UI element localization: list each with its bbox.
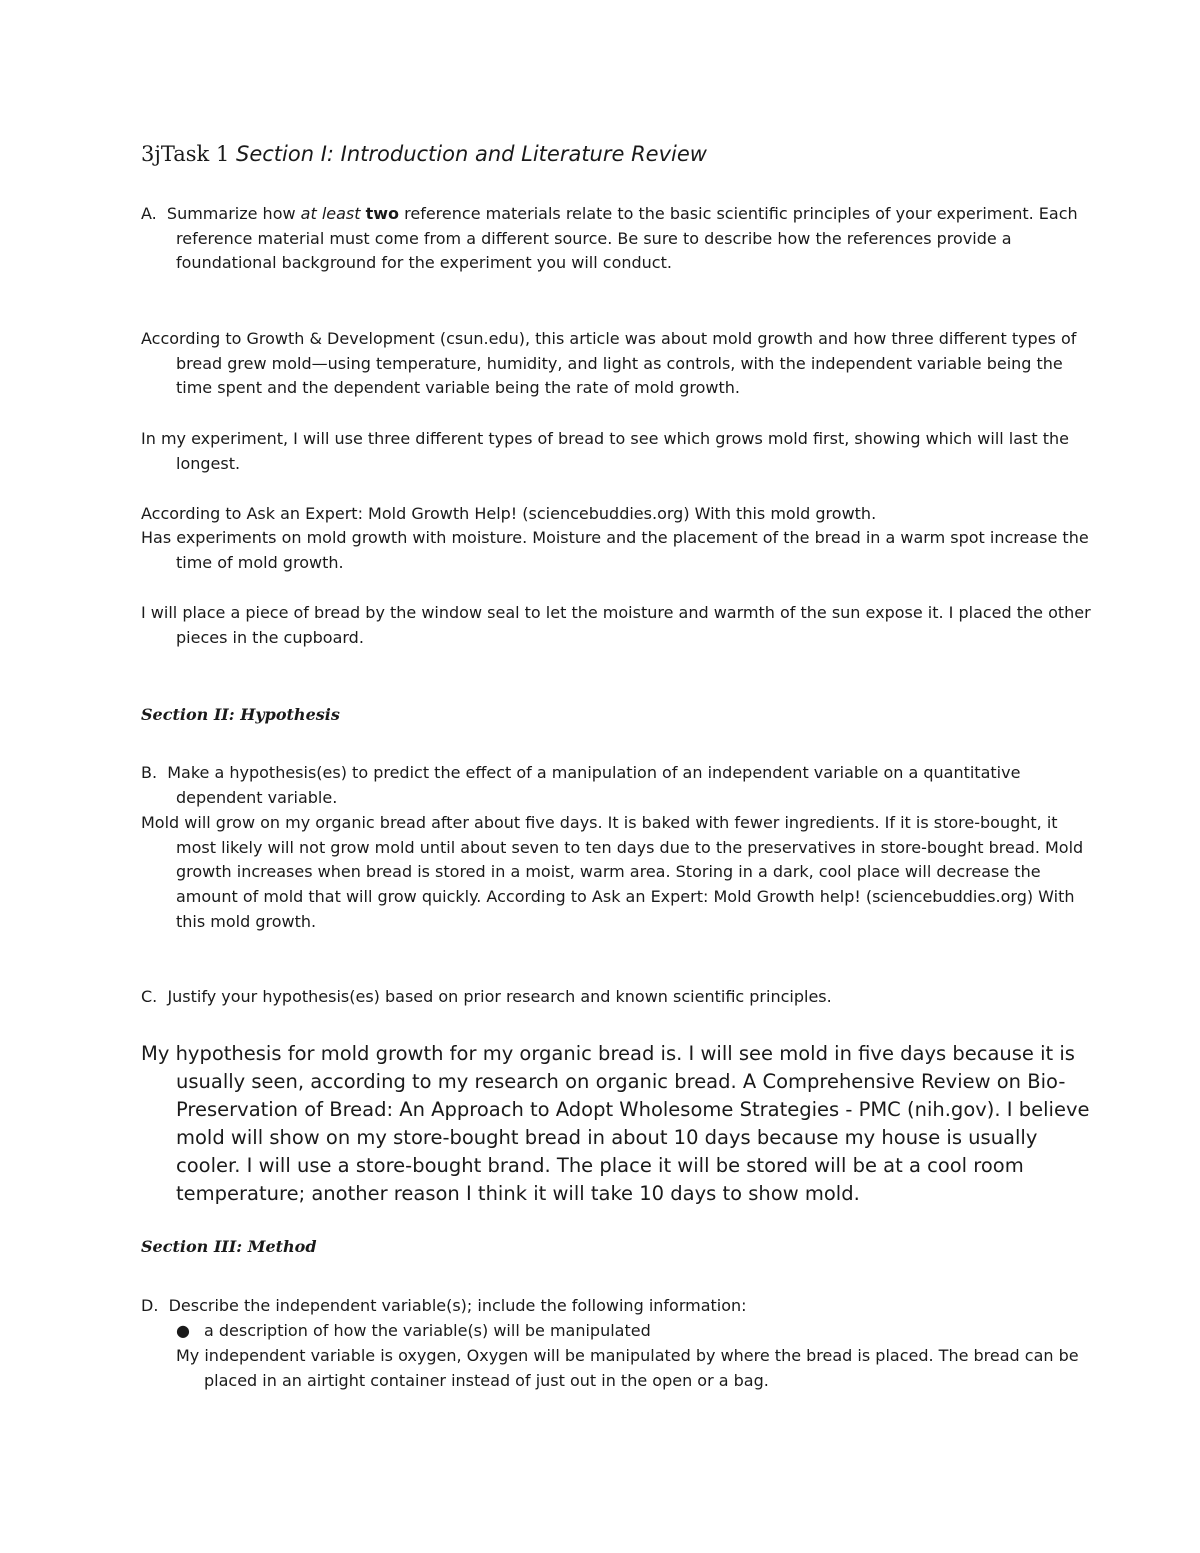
section-heading-hypothesis: Section II: Hypothesis	[141, 705, 340, 724]
bullet-item	[176, 1319, 1056, 1344]
question-marker: C.	[141, 987, 158, 1006]
question-c	[141, 985, 1096, 1010]
question-a	[141, 202, 1096, 276]
answer-a-paragraph-3: According to Ask an Expert: Mold Growth Help! (sciencebuddies.org) With this mold growth.	[141, 504, 877, 523]
question-text: Describe the independent variable(s); include the following information:	[168, 1296, 747, 1315]
question-text-part: Summarize how	[166, 204, 301, 223]
question-text-part: reference materials relate to the basic scientific principles of your experiment. Each reference material must come from a different source. Be sure to describe how the references provide a foundational background for the experiment you will conduct.	[176, 204, 1078, 273]
question-d	[141, 1294, 1096, 1319]
answer-a-paragraph-5: I will place a piece of bread by the window seal to let the moisture and warmth of the sun expose it. I placed the other pieces in the cupboard.	[141, 603, 1091, 647]
emphasis-at-least: at least	[300, 204, 361, 223]
answer-c-paragraph: My hypothesis for mold growth for my organic bread is. I will see mold in five days because it is usually seen, according to my research on organic bread. A Comprehensive Review on Bio-Preservation of Bread: An Approach to Adopt Wholesome Strategies - PMC (nih.gov). I believe mold will show on my store-bought bread in about 10 days because my house is usually cooler. I will use a store-bought brand. The place it will be stored will be at a cool room temperature; another reason I think it will take 10 days to show mold.	[141, 1042, 1090, 1205]
section-heading-method: Section III: Method	[141, 1237, 317, 1256]
answer-a-paragraph-1: According to Growth & Development (csun.edu), this article was about mold growth and how three different types of bread grew mold—using temperature, humidity, and light as controls, with the independent variable being the time spent and the dependent variable being the rate of mold growth.	[141, 329, 1077, 398]
task-label: 3jTask 1	[141, 142, 230, 166]
bullet-text: a description of how the variable(s) will be manipulated	[204, 1321, 651, 1340]
section-title: Section I: Introduction and Literature Review	[236, 142, 707, 166]
bullet-dot-icon: ●	[176, 1321, 190, 1340]
answer-a-paragraph-4: Has experiments on mold growth with moisture. Moisture and the placement of the bread in a warm spot increase the time of mold growth.	[141, 528, 1089, 572]
question-marker: B.	[141, 763, 158, 782]
question-b	[141, 761, 1096, 810]
question-marker: A.	[141, 204, 157, 223]
question-text: Justify your hypothesis(es) based on prior research and known scientific principles.	[167, 987, 832, 1006]
emphasis-two: two	[365, 204, 400, 223]
question-marker: D.	[141, 1296, 159, 1315]
answer-a-paragraph-2: In my experiment, I will use three different types of bread to see which grows mold first, showing which will last the longest.	[141, 429, 1069, 473]
answer-d-paragraph: My independent variable is oxygen, Oxygen will be manipulated by where the bread is placed. The bread can be placed in an airtight container instead of just out in the open or a bag.	[176, 1346, 1079, 1390]
question-text: Make a hypothesis(es) to predict the effect of a manipulation of an independent variable on a quantitative dependent variable.	[167, 763, 1021, 807]
answer-b-paragraph: Mold will grow on my organic bread after about five days. It is baked with fewer ingredients. If it is store-bought, it most likely will not grow mold until about seven to ten days due to the preservatives in store-bought bread. Mold growth increases when bread is stored in a moist, warm area. Storing in a dark, cool place will decrease the amount of mold that will grow quickly. According to Ask an Expert: Mold Growth help! (sciencebuddies.org) With this mold growth.	[141, 813, 1084, 931]
page-title	[141, 142, 707, 166]
